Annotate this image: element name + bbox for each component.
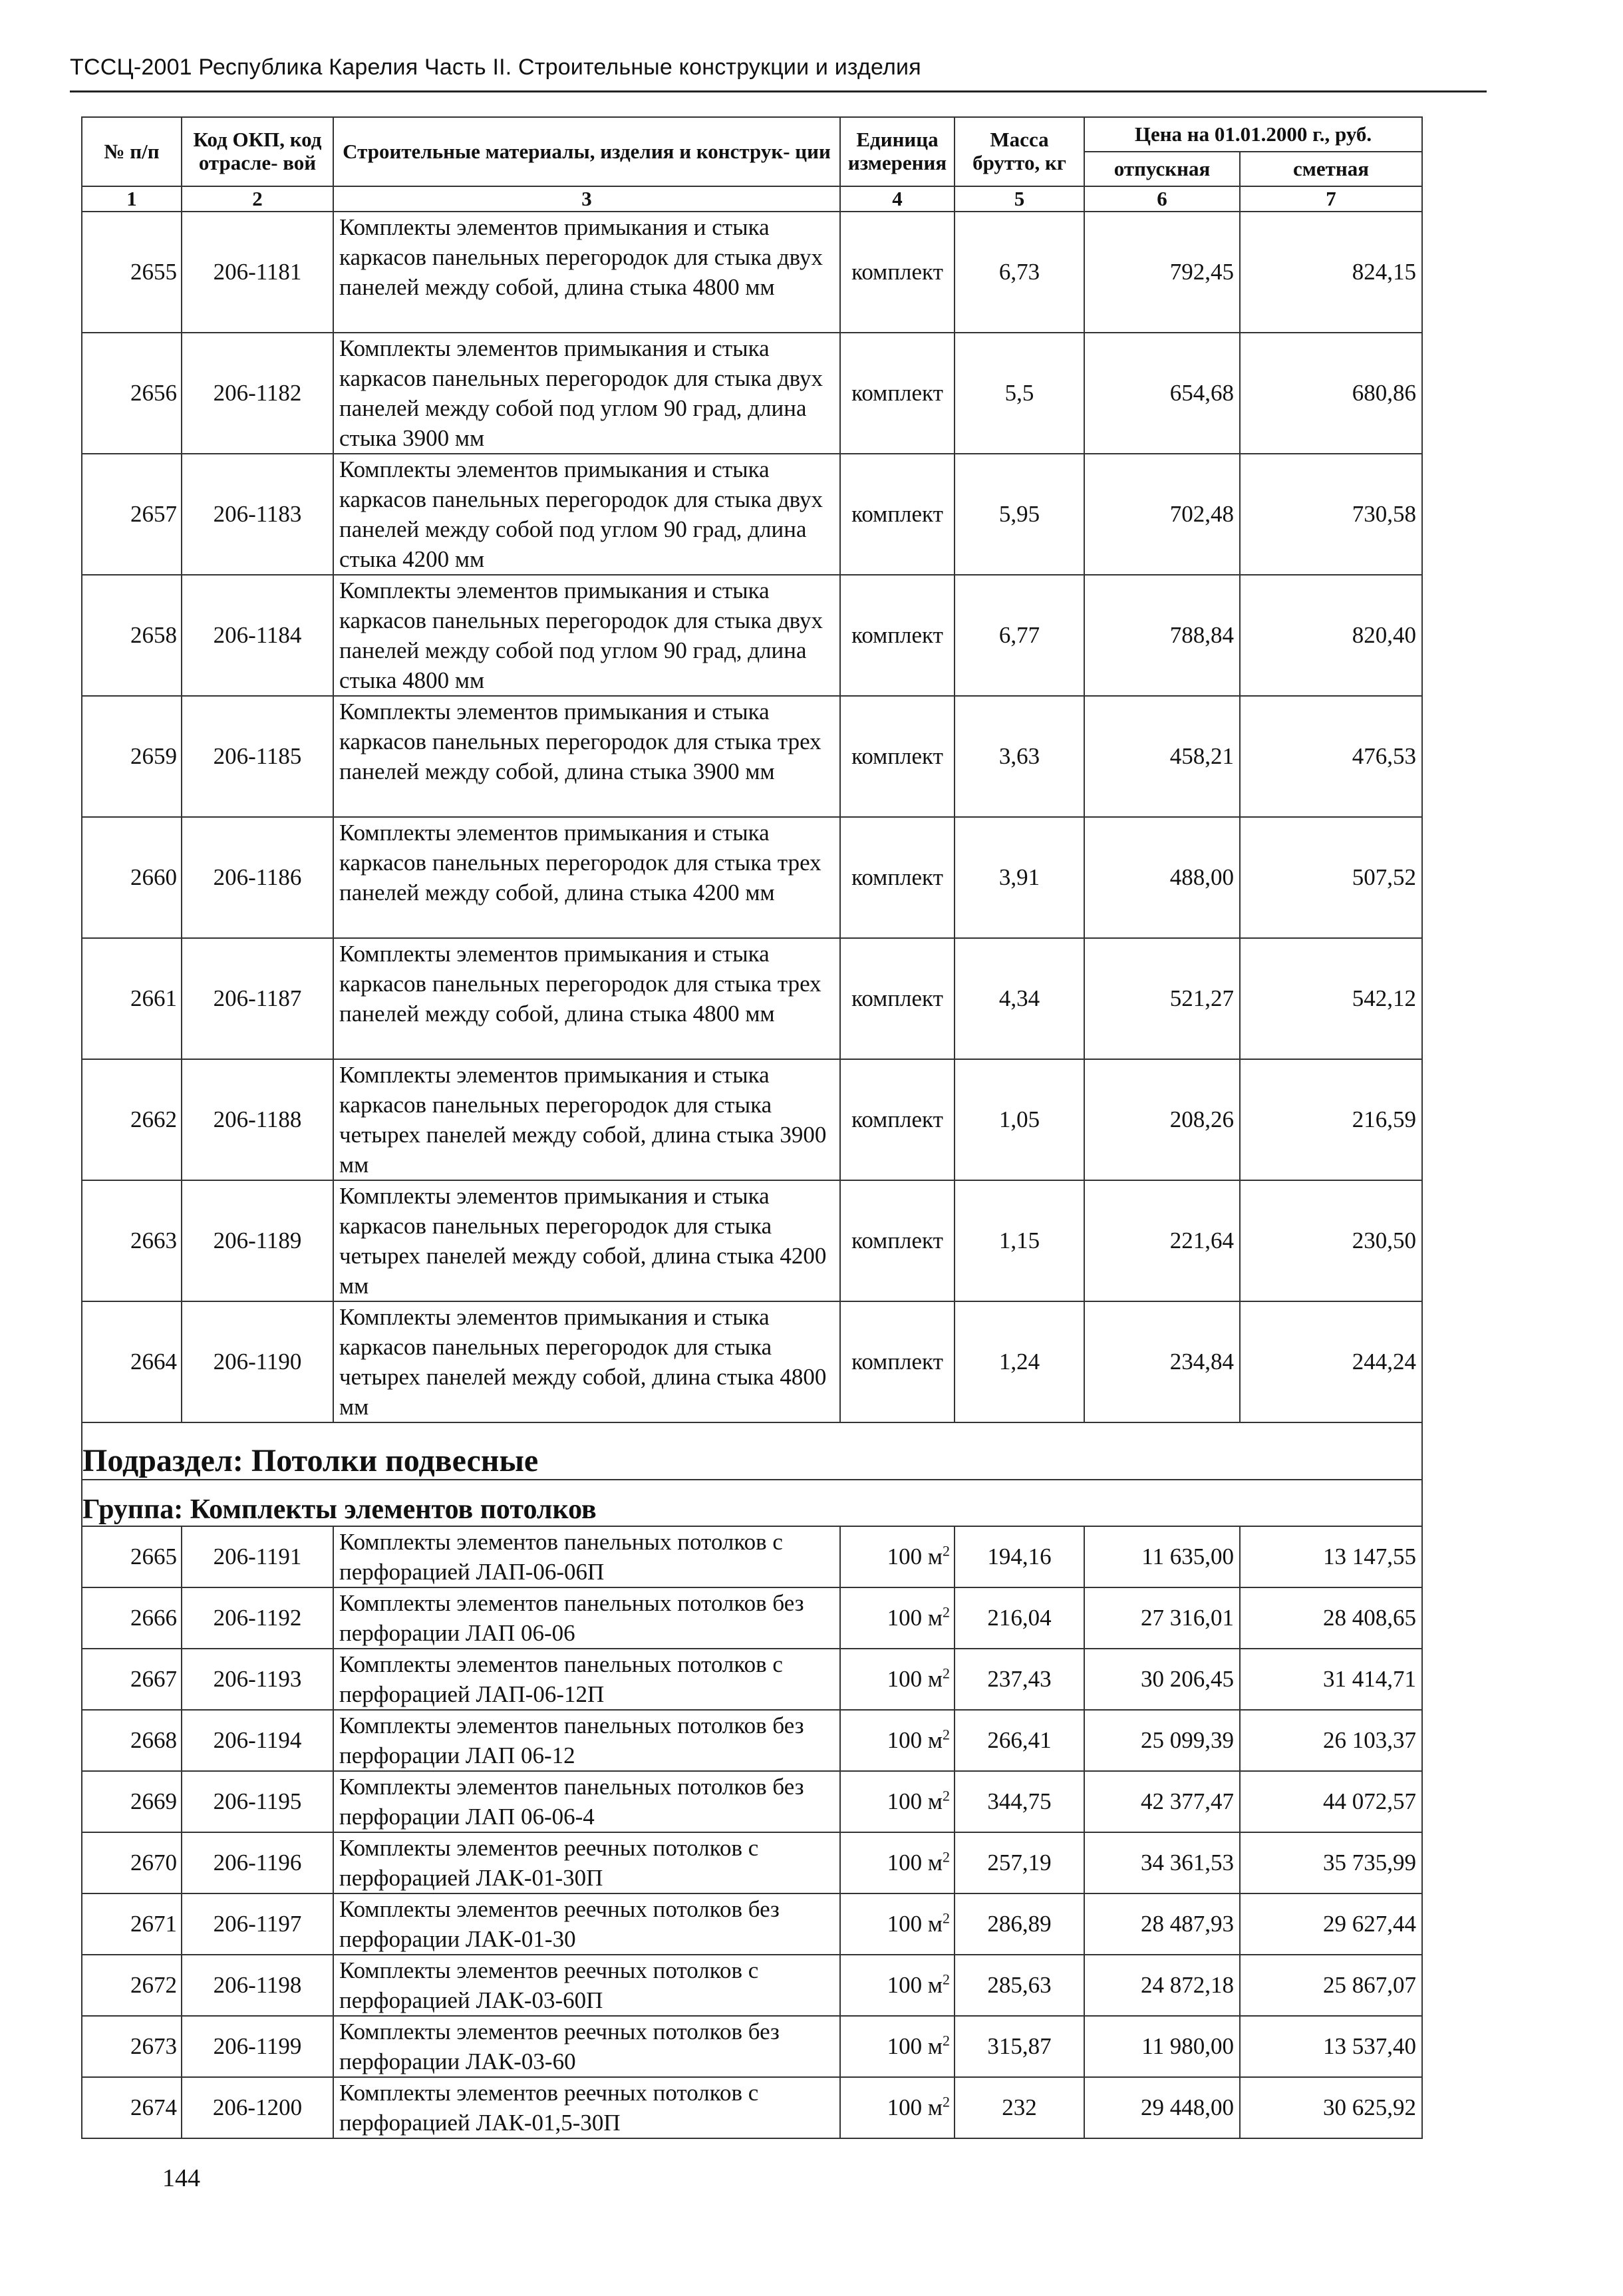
unit-text: 100 м <box>887 1605 943 1631</box>
row-mass: 344,75 <box>955 1771 1084 1832</box>
page-header: ТССЦ-2001 Республика Карелия Часть II. Строительные конструкции и изделия <box>70 55 921 80</box>
col-header-unit: Единица измерения <box>840 117 955 186</box>
col-header-release: отпускная <box>1084 152 1240 186</box>
col-number: 5 <box>955 186 1084 212</box>
row-no: 2658 <box>82 575 182 696</box>
row-name: Комплекты элементов примыкания и стыка каркасов панельных перегородок для стыка двух панелей между собой, длина стыка 4800 мм <box>333 212 840 333</box>
row-estimate-price: 13 537,40 <box>1240 2016 1422 2077</box>
row-code: 206-1198 <box>182 1955 333 2016</box>
row-code: 206-1197 <box>182 1893 333 1955</box>
row-name: Комплекты элементов реечных потолков с перфорацией ЛАК-01-30П <box>333 1832 840 1893</box>
row-estimate-price: 820,40 <box>1240 575 1422 696</box>
row-estimate-price: 31 414,71 <box>1240 1649 1422 1710</box>
row-no: 2666 <box>82 1587 182 1649</box>
row-no: 2669 <box>82 1771 182 1832</box>
unit-text: 100 м <box>887 1666 943 1692</box>
table-body <box>82 212 1422 2138</box>
row-mass: 1,05 <box>955 1059 1084 1180</box>
row-mass: 237,43 <box>955 1649 1084 1710</box>
row-name: Комплекты элементов реечных потолков с перфорацией ЛАК-03-60П <box>333 1955 840 2016</box>
table-row <box>82 1587 1422 1649</box>
row-name: Комплекты элементов примыкания и стыка каркасов панельных перегородок для стыка четырех панелей между собой, длина стыка 4800 мм <box>333 1301 840 1422</box>
table-row <box>82 1893 1422 1955</box>
row-no: 2671 <box>82 1893 182 1955</box>
row-code: 206-1193 <box>182 1649 333 1710</box>
col-header-no: № п/п <box>82 117 182 186</box>
row-release-price: 702,48 <box>1084 454 1240 575</box>
row-estimate-price: 26 103,37 <box>1240 1710 1422 1771</box>
row-mass: 5,95 <box>955 454 1084 575</box>
row-no: 2673 <box>82 2016 182 2077</box>
unit-superscript: 2 <box>943 1848 950 1866</box>
row-release-price: 458,21 <box>1084 696 1240 817</box>
row-unit <box>840 1526 955 1587</box>
row-name: Комплекты элементов панельных потолков с перфорацией ЛАП-06-06П <box>333 1526 840 1587</box>
table-row <box>82 1059 1422 1180</box>
row-unit: комплект <box>840 817 955 938</box>
price-table <box>81 116 1423 2139</box>
col-number: 3 <box>333 186 840 212</box>
row-estimate-price: 244,24 <box>1240 1301 1422 1422</box>
row-unit: комплект <box>840 938 955 1059</box>
row-name: Комплекты элементов примыкания и стыка каркасов панельных перегородок для стыка трех панелей между собой, длина стыка 3900 мм <box>333 696 840 817</box>
unit-text: 100 м <box>887 1911 943 1937</box>
row-name: Комплекты элементов панельных потолков без перфорации ЛАП 06-06 <box>333 1587 840 1649</box>
row-no: 2668 <box>82 1710 182 1771</box>
row-mass: 6,77 <box>955 575 1084 696</box>
row-mass: 194,16 <box>955 1526 1084 1587</box>
row-mass: 3,63 <box>955 696 1084 817</box>
row-code: 206-1199 <box>182 2016 333 2077</box>
table-row <box>82 1649 1422 1710</box>
row-unit <box>840 1587 955 1649</box>
table-row <box>82 696 1422 817</box>
row-code: 206-1196 <box>182 1832 333 1893</box>
row-code: 206-1194 <box>182 1710 333 1771</box>
row-estimate-price: 30 625,92 <box>1240 2077 1422 2138</box>
row-unit <box>840 1832 955 1893</box>
row-mass: 5,5 <box>955 333 1084 454</box>
row-unit: комплект <box>840 1059 955 1180</box>
row-release-price: 488,00 <box>1084 817 1240 938</box>
unit-superscript: 2 <box>943 1542 950 1559</box>
row-estimate-price: 542,12 <box>1240 938 1422 1059</box>
table-row <box>82 1771 1422 1832</box>
row-unit: комплект <box>840 1180 955 1301</box>
row-name: Комплекты элементов примыкания и стыка каркасов панельных перегородок для стыка четырех панелей между собой, длина стыка 4200 мм <box>333 1180 840 1301</box>
row-estimate-price: 28 408,65 <box>1240 1587 1422 1649</box>
table-row <box>82 1832 1422 1893</box>
unit-superscript: 2 <box>943 1726 950 1743</box>
row-release-price: 792,45 <box>1084 212 1240 333</box>
row-release-price: 11 980,00 <box>1084 2016 1240 2077</box>
row-code: 206-1195 <box>182 1771 333 1832</box>
unit-text: 100 м <box>887 1544 943 1569</box>
col-number: 7 <box>1240 186 1422 212</box>
row-name: Комплекты элементов примыкания и стыка каркасов панельных перегородок для стыка трех панелей между собой, длина стыка 4800 мм <box>333 938 840 1059</box>
row-name: Комплекты элементов примыкания и стыка каркасов панельных перегородок для стыка двух панелей между собой под углом 90 град, длина стыка 3900 мм <box>333 333 840 454</box>
row-estimate-price: 13 147,55 <box>1240 1526 1422 1587</box>
unit-superscript: 2 <box>943 1909 950 1927</box>
unit-superscript: 2 <box>943 2032 950 2049</box>
row-mass: 6,73 <box>955 212 1084 333</box>
row-unit <box>840 1955 955 2016</box>
row-unit <box>840 1710 955 1771</box>
row-mass: 286,89 <box>955 1893 1084 1955</box>
row-code: 206-1186 <box>182 817 333 938</box>
row-release-price: 42 377,47 <box>1084 1771 1240 1832</box>
row-code: 206-1191 <box>182 1526 333 1587</box>
unit-text: 100 м <box>887 2094 943 2120</box>
row-unit <box>840 1893 955 1955</box>
subsection-row <box>82 1422 1422 1480</box>
row-release-price: 654,68 <box>1084 333 1240 454</box>
row-mass: 1,24 <box>955 1301 1084 1422</box>
row-no: 2660 <box>82 817 182 938</box>
unit-text: 100 м <box>887 1788 943 1814</box>
row-unit: комплект <box>840 212 955 333</box>
row-code: 206-1182 <box>182 333 333 454</box>
row-no: 2663 <box>82 1180 182 1301</box>
row-unit <box>840 2077 955 2138</box>
row-no: 2672 <box>82 1955 182 2016</box>
row-mass: 1,15 <box>955 1180 1084 1301</box>
row-mass: 266,41 <box>955 1710 1084 1771</box>
row-release-price: 221,64 <box>1084 1180 1240 1301</box>
col-header-mass: Масса брутто, кг <box>955 117 1084 186</box>
table-row <box>82 938 1422 1059</box>
col-header-estimate: сметная <box>1240 152 1422 186</box>
row-release-price: 11 635,00 <box>1084 1526 1240 1587</box>
row-no: 2667 <box>82 1649 182 1710</box>
row-unit: комплект <box>840 454 955 575</box>
row-no: 2662 <box>82 1059 182 1180</box>
unit-superscript: 2 <box>943 2093 950 2110</box>
unit-superscript: 2 <box>943 1787 950 1804</box>
row-release-price: 25 099,39 <box>1084 1710 1240 1771</box>
group-title: Группа: Комплекты элементов потолков <box>82 1480 1422 1526</box>
row-release-price: 521,27 <box>1084 938 1240 1059</box>
row-name: Комплекты элементов панельных потолков с перфорацией ЛАП-06-12П <box>333 1649 840 1710</box>
row-name: Комплекты элементов примыкания и стыка каркасов панельных перегородок для стыка двух панелей между собой под углом 90 град, длина стыка 4200 мм <box>333 454 840 575</box>
col-number: 4 <box>840 186 955 212</box>
col-number: 2 <box>182 186 333 212</box>
row-code: 206-1188 <box>182 1059 333 1180</box>
row-name: Комплекты элементов панельных потолков без перфорации ЛАП 06-06-4 <box>333 1771 840 1832</box>
table-row <box>82 817 1422 938</box>
table-row <box>82 454 1422 575</box>
unit-text: 100 м <box>887 1850 943 1876</box>
row-name: Комплекты элементов примыкания и стыка каркасов панельных перегородок для стыка четырех панелей между собой, длина стыка 3900 мм <box>333 1059 840 1180</box>
row-mass: 285,63 <box>955 1955 1084 2016</box>
unit-superscript: 2 <box>943 1971 950 1988</box>
unit-superscript: 2 <box>943 1603 950 1621</box>
row-estimate-price: 44 072,57 <box>1240 1771 1422 1832</box>
row-unit: комплект <box>840 696 955 817</box>
row-no: 2664 <box>82 1301 182 1422</box>
row-no: 2670 <box>82 1832 182 1893</box>
row-code: 206-1192 <box>182 1587 333 1649</box>
page-number: 144 <box>162 2164 200 2192</box>
table-row <box>82 2016 1422 2077</box>
row-code: 206-1200 <box>182 2077 333 2138</box>
row-estimate-price: 507,52 <box>1240 817 1422 938</box>
row-release-price: 24 872,18 <box>1084 1955 1240 2016</box>
col-number: 6 <box>1084 186 1240 212</box>
row-code: 206-1187 <box>182 938 333 1059</box>
row-release-price: 27 316,01 <box>1084 1587 1240 1649</box>
row-mass: 216,04 <box>955 1587 1084 1649</box>
row-release-price: 208,26 <box>1084 1059 1240 1180</box>
row-no: 2659 <box>82 696 182 817</box>
row-mass: 257,19 <box>955 1832 1084 1893</box>
row-name: Комплекты элементов реечных потолков без перфорации ЛАК-03-60 <box>333 2016 840 2077</box>
header-rule <box>70 90 1487 92</box>
row-estimate-price: 730,58 <box>1240 454 1422 575</box>
row-no: 2665 <box>82 1526 182 1587</box>
table-row <box>82 1301 1422 1422</box>
row-name: Комплекты элементов примыкания и стыка каркасов панельных перегородок для стыка двух панелей между собой под углом 90 град, длина стыка 4800 мм <box>333 575 840 696</box>
row-release-price: 30 206,45 <box>1084 1649 1240 1710</box>
row-no: 2655 <box>82 212 182 333</box>
row-mass: 4,34 <box>955 938 1084 1059</box>
row-release-price: 29 448,00 <box>1084 2077 1240 2138</box>
row-name: Комплекты элементов реечных потолков без перфорации ЛАК-01-30 <box>333 1893 840 1955</box>
unit-superscript: 2 <box>943 1665 950 1682</box>
row-release-price: 788,84 <box>1084 575 1240 696</box>
group-row <box>82 1480 1422 1526</box>
table-row <box>82 575 1422 696</box>
unit-text: 100 м <box>887 1727 943 1753</box>
row-estimate-price: 35 735,99 <box>1240 1832 1422 1893</box>
table-row <box>82 1710 1422 1771</box>
row-estimate-price: 824,15 <box>1240 212 1422 333</box>
row-estimate-price: 25 867,07 <box>1240 1955 1422 2016</box>
row-no: 2656 <box>82 333 182 454</box>
row-code: 206-1189 <box>182 1180 333 1301</box>
row-code: 206-1181 <box>182 212 333 333</box>
row-name: Комплекты элементов панельных потолков без перфорации ЛАП 06-12 <box>333 1710 840 1771</box>
col-header-okp: Код ОКП, код отрасле- вой <box>182 117 333 186</box>
unit-text: 100 м <box>887 1972 943 1998</box>
row-unit <box>840 1649 955 1710</box>
row-unit: комплект <box>840 333 955 454</box>
col-header-name: Строительные материалы, изделия и конструк- ции <box>333 117 840 186</box>
row-release-price: 28 487,93 <box>1084 1893 1240 1955</box>
row-code: 206-1184 <box>182 575 333 696</box>
row-no: 2657 <box>82 454 182 575</box>
row-estimate-price: 680,86 <box>1240 333 1422 454</box>
table-row <box>82 2077 1422 2138</box>
row-unit: комплект <box>840 1301 955 1422</box>
row-mass: 3,91 <box>955 817 1084 938</box>
col-number: 1 <box>82 186 182 212</box>
row-unit <box>840 1771 955 1832</box>
row-mass: 232 <box>955 2077 1084 2138</box>
row-estimate-price: 230,50 <box>1240 1180 1422 1301</box>
table-row <box>82 212 1422 333</box>
row-mass: 315,87 <box>955 2016 1084 2077</box>
table-row <box>82 333 1422 454</box>
row-estimate-price: 476,53 <box>1240 696 1422 817</box>
row-unit: комплект <box>840 575 955 696</box>
row-name: Комплекты элементов реечных потолков с перфорацией ЛАК-01,5-30П <box>333 2077 840 2138</box>
subsection-title: Подраздел: Потолки подвесные <box>82 1422 1422 1480</box>
row-estimate-price: 29 627,44 <box>1240 1893 1422 1955</box>
row-unit <box>840 2016 955 2077</box>
unit-text: 100 м <box>887 2033 943 2059</box>
col-header-price: Цена на 01.01.2000 г., руб. <box>1084 117 1422 152</box>
row-release-price: 234,84 <box>1084 1301 1240 1422</box>
table-row <box>82 1180 1422 1301</box>
row-estimate-price: 216,59 <box>1240 1059 1422 1180</box>
table-row <box>82 1955 1422 2016</box>
row-release-price: 34 361,53 <box>1084 1832 1240 1893</box>
row-code: 206-1183 <box>182 454 333 575</box>
row-no: 2661 <box>82 938 182 1059</box>
row-code: 206-1185 <box>182 696 333 817</box>
row-no: 2674 <box>82 2077 182 2138</box>
row-name: Комплекты элементов примыкания и стыка каркасов панельных перегородок для стыка трех панелей между собой, длина стыка 4200 мм <box>333 817 840 938</box>
row-code: 206-1190 <box>182 1301 333 1422</box>
table-row <box>82 1526 1422 1587</box>
